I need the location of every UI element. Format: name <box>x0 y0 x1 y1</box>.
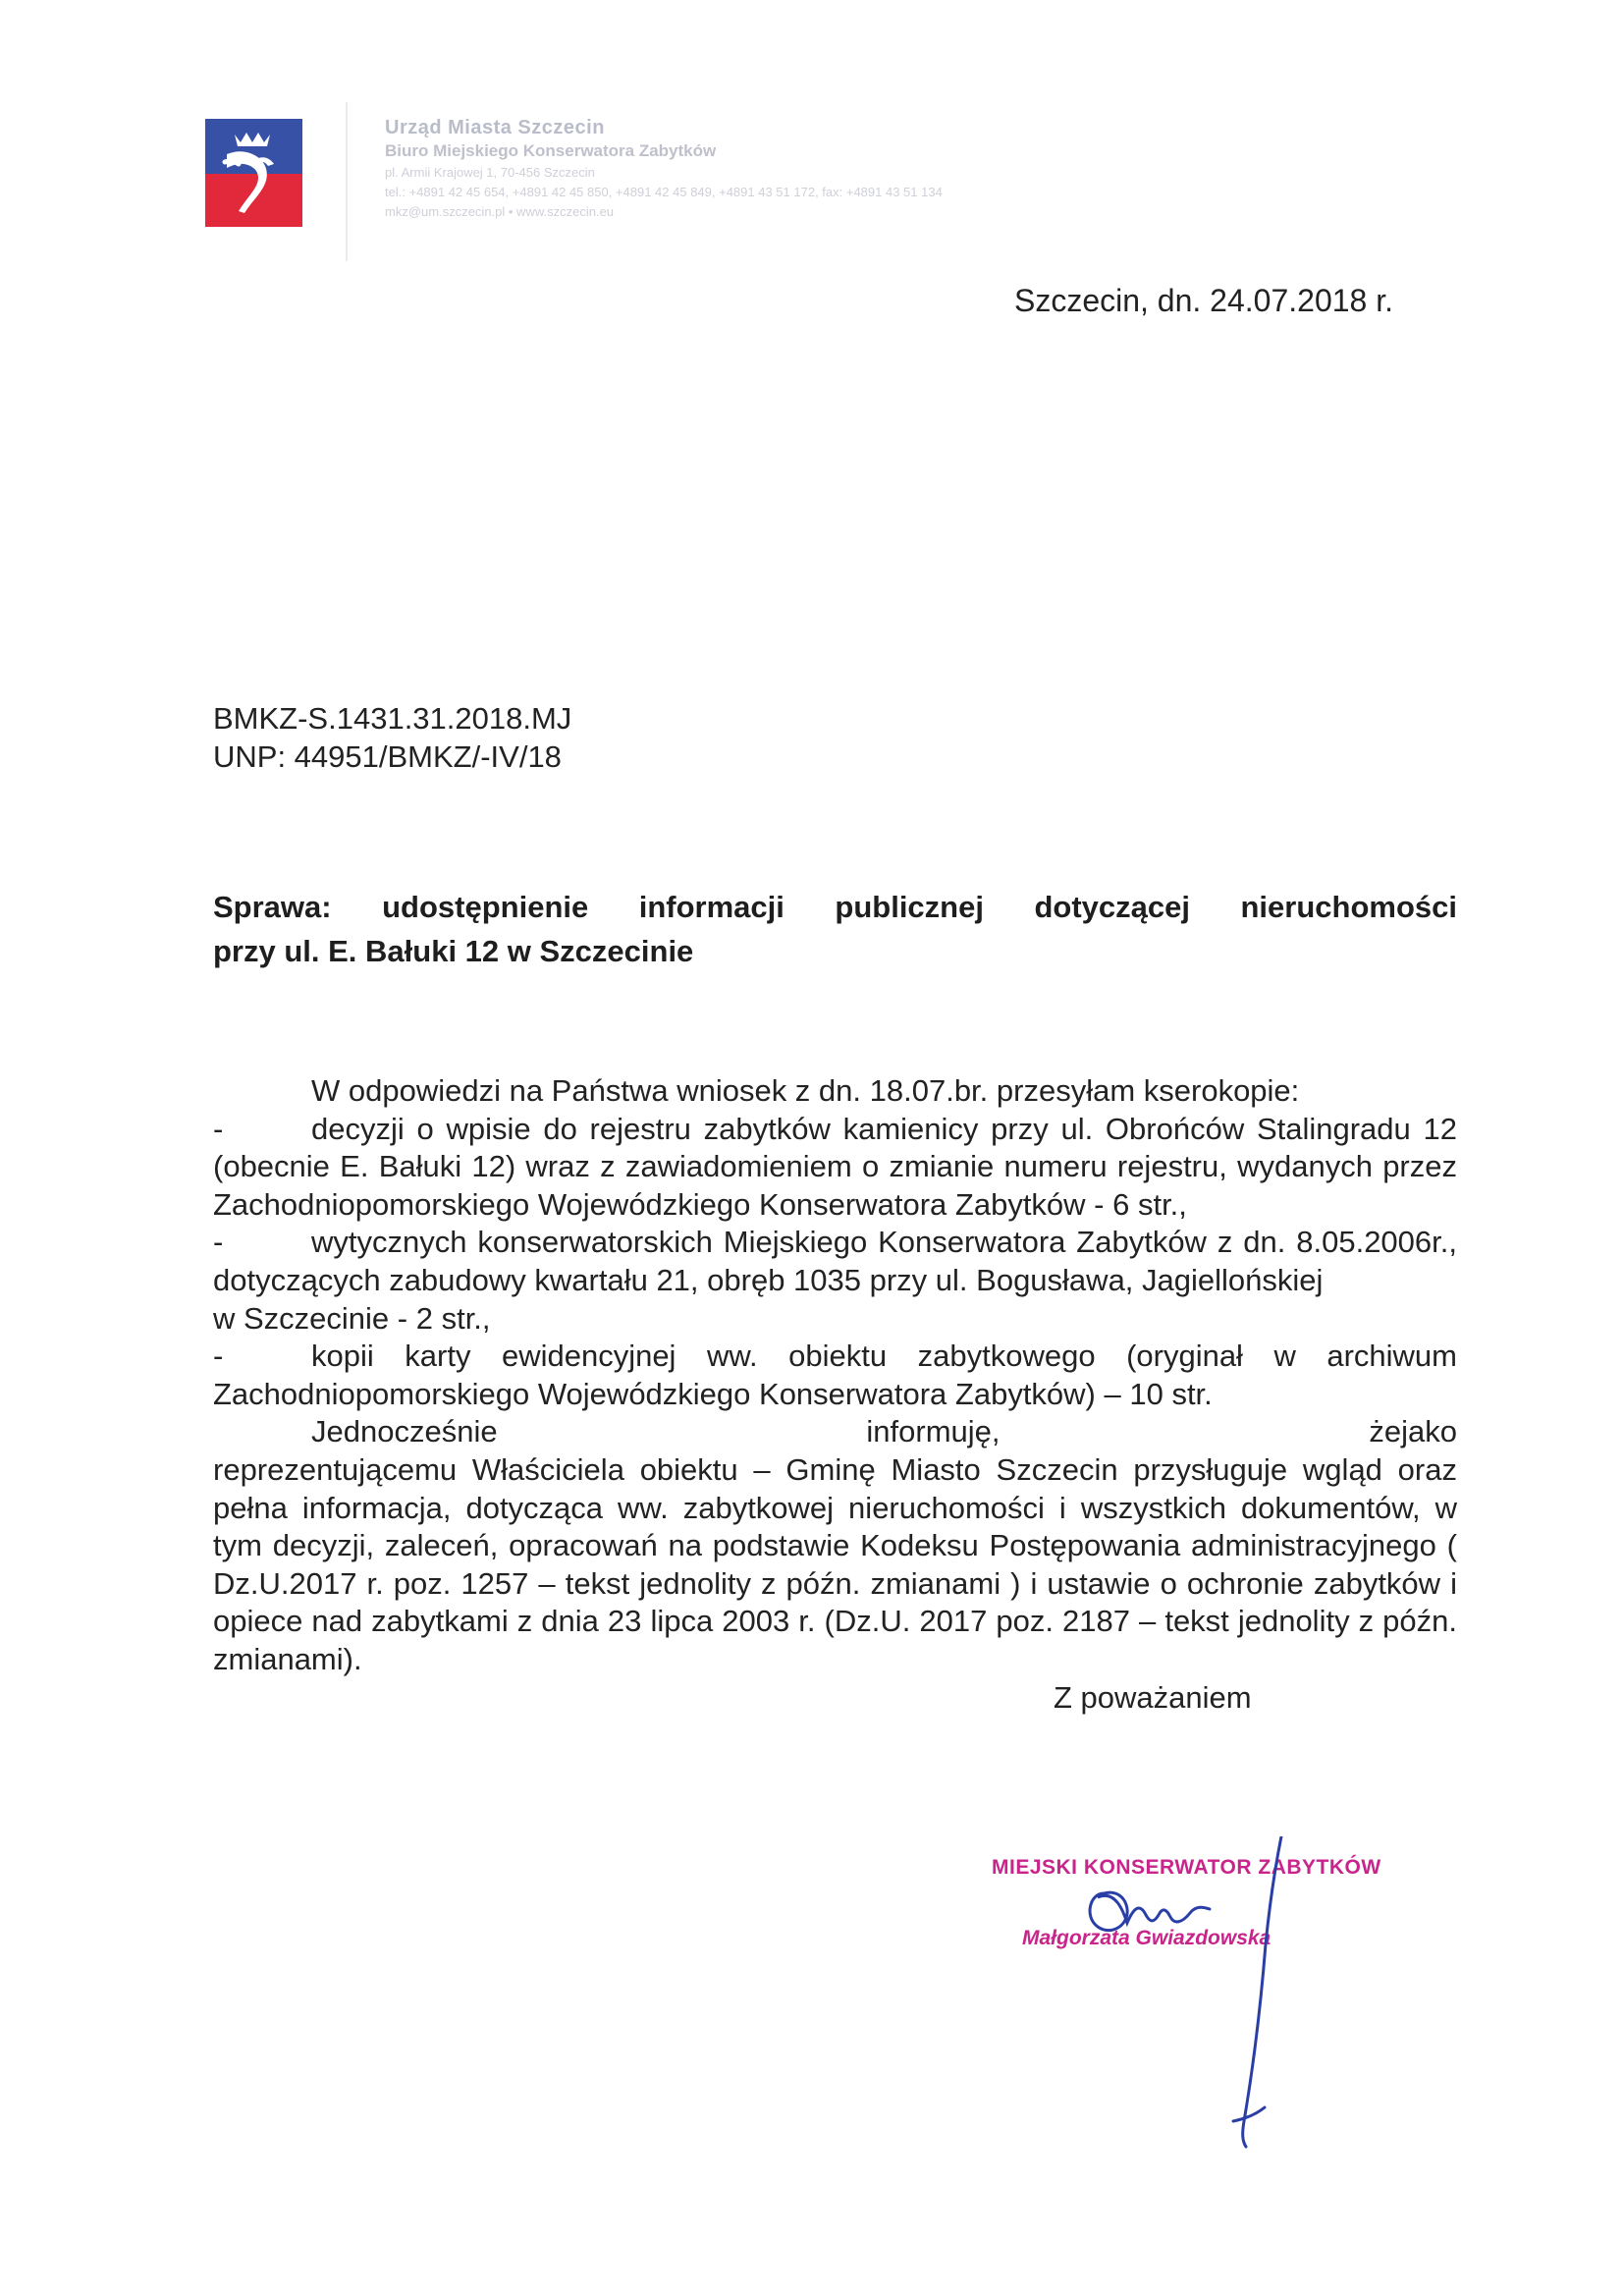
subject <box>213 885 1457 973</box>
stamp-title: MIEJSKI KONSERWATOR ZABYTKÓW <box>992 1856 1381 1879</box>
letter-date: Szczecin, dn. 24.07.2018 r. <box>1013 283 1393 318</box>
list-item <box>213 1224 1457 1299</box>
list-dash: - <box>213 1111 224 1146</box>
case-number: BMKZ-S.1431.31.2018.MJ <box>213 701 572 736</box>
list-item-text: wytycznych konserwatorskich Miejskiego Konserwatora Zabytków z dn. 8.05.2006r., dotyczących zabudowy kwartału 21, obręb 1035 przy ul. Bogusława, Jagiellońskiej <box>213 1225 1457 1297</box>
stamp-name: Małgorzata Gwiazdowska <box>1022 1927 1271 1949</box>
list-item-text: decyzji o wpisie do rejestru zabytków kamienicy przy ul. Obrońców Stalingradu 12 (obecnie E. Bałuki 12) wraz z zawiadomieniem o zmianie numeru rejestru, wydanych przez Zachodniopomorskiego Wojewódzkiego Konserwatora Zabytków - 6 str., <box>213 1111 1457 1222</box>
subject-line-1: Sprawa: udostępnienie informacji publicznej dotyczącej nieruchomości <box>213 890 1457 924</box>
info-jako: jako <box>1401 1414 1457 1449</box>
list-dash: - <box>213 1225 224 1260</box>
list-dash: - <box>213 1339 224 1374</box>
list-item <box>213 1338 1457 1413</box>
letterhead-phones: tel.: +4891 42 45 654, +4891 42 45 850, +4891 42 45 849, +4891 43 51 172, fax: +4891 43 51 134 <box>385 184 943 199</box>
letter-body <box>213 1072 1457 1717</box>
list-item <box>213 1111 1457 1225</box>
unp-number: UNP: 44951/BMKZ/-IV/18 <box>213 739 562 774</box>
closing-salutation: Z poważaniem <box>1054 1679 1252 1715</box>
list-item-text: kopii karty ewidencyjnej ww. obiektu zabytkowego (oryginał w archiwum Zachodniopomorskiego Wojewódzkiego Konserwatora Zabytków) – 10 str. <box>213 1339 1457 1411</box>
info-start: Jednocześnie informuję, że <box>311 1414 1402 1449</box>
szczecin-logo-icon <box>205 119 302 227</box>
info-first-line <box>213 1413 1457 1451</box>
letterhead-office: Biuro Miejskiego Konserwatora Zabytków <box>385 141 717 160</box>
letterhead-contact: mkz@um.szczecin.pl • www.szczecin.eu <box>385 203 615 219</box>
list-item-continuation: w Szczecinie - 2 str., <box>213 1300 491 1336</box>
handwritten-signature-icon <box>1060 1836 1306 2160</box>
letterhead <box>385 115 943 221</box>
reference-block <box>213 699 571 776</box>
letterhead-city-office: Urząd Miasta Szczecin <box>385 117 605 138</box>
intro-paragraph: W odpowiedzi na Państwa wniosek z dn. 18.07.br. przesyłam kserokopie: <box>311 1073 1300 1108</box>
subject-line-2: przy ul. E. Bałuki 12 w Szczecinie <box>213 934 694 968</box>
info-paragraph: reprezentującemu Właściciela obiektu – Gminę Miasto Szczecin przysługuje wgląd oraz pełna informacja, dotycząca ww. zabytkowej nieruchomości i wszystkich dokumentów, w tym decyzji, zaleceń, opracowań na podstawie Kodeksu Postępowania administracyjnego ( Dz.U.2017 r. poz. 1257 – tekst jednolity z późn. zmianami ) i ustawie o ochronie zabytków i opiece nad zabytkami z dnia 23 lipca 2003 r. (Dz.U. 2017 poz. 2187 – tekst jednolity z późn. zmianami). <box>213 1451 1457 1676</box>
letterhead-address: pl. Armii Krajowej 1, 70-456 Szczecin <box>385 165 595 181</box>
letterhead-divider <box>346 102 348 261</box>
